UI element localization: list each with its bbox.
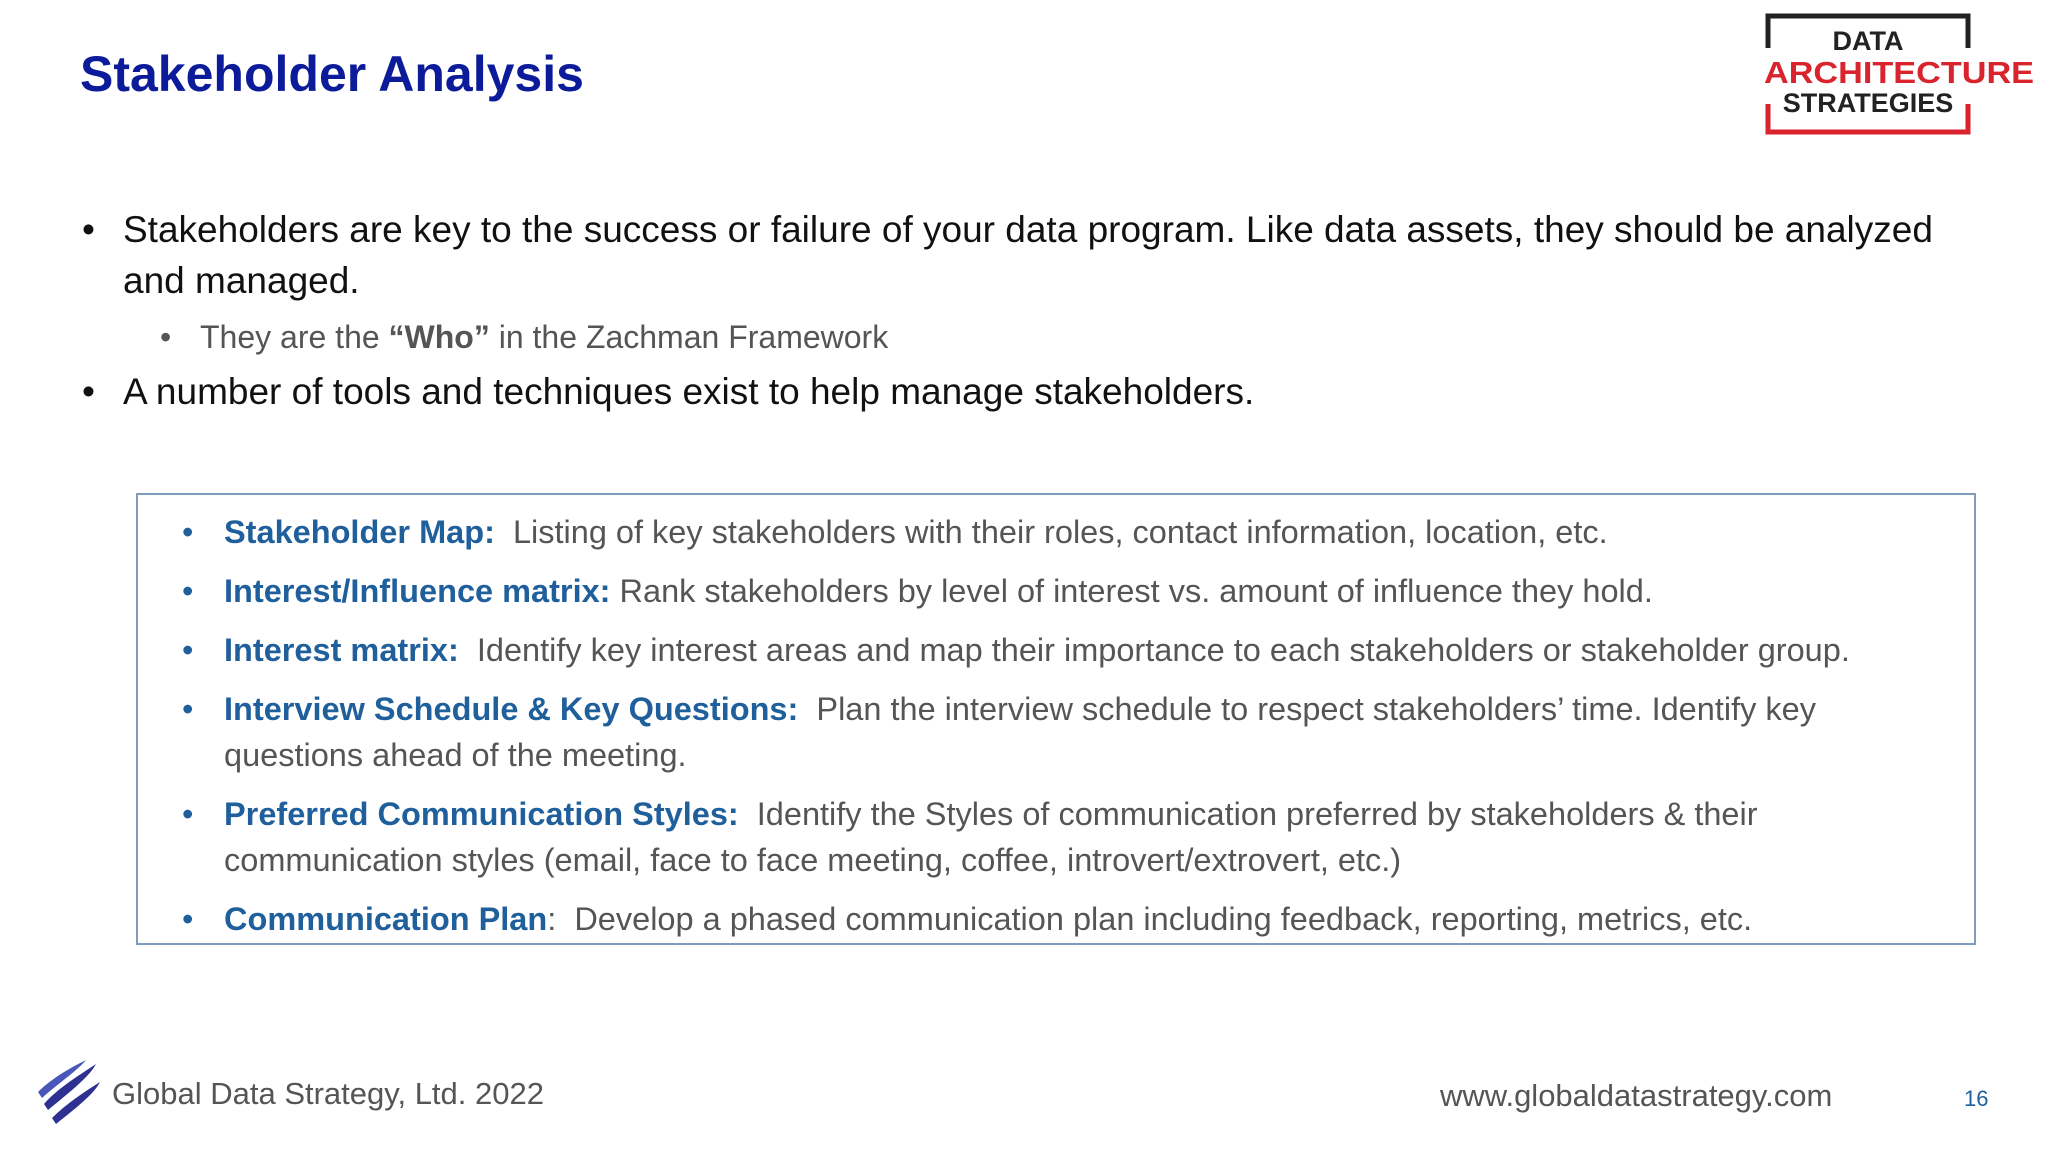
tool-item: [162, 896, 1950, 942]
bullet-icon: •: [82, 371, 95, 412]
footer-company: Global Data Strategy, Ltd. 2022: [112, 1076, 544, 1111]
sub-bullet-suffix: in the Zachman Framework: [489, 319, 889, 355]
tool-term: Communication Plan: [224, 901, 548, 937]
tool-item: [162, 686, 1950, 778]
tool-desc: Identify key interest areas and map their importance to each stakeholders or stakeholder group.: [458, 632, 1850, 668]
bullet-icon: •: [82, 209, 95, 250]
bullet-text: Stakeholders are key to the success or failure of your data program. Like data assets, they should be analyzed and managed.: [123, 209, 1933, 301]
bullet-icon: •: [182, 691, 194, 727]
page-number: 16: [1964, 1086, 1989, 1111]
bullet-item: [80, 204, 1960, 306]
bullet-icon: •: [182, 514, 194, 550]
tool-desc: Plan the interview schedule to respect stakeholders’ time. Identify key questions ahead of the meeting.: [224, 691, 1825, 773]
tools-box: [136, 493, 1976, 945]
bullet-icon: •: [182, 632, 194, 668]
logo-line3: STRATEGIES: [1782, 88, 1954, 118]
tool-item: [162, 791, 1950, 883]
bullet-icon: •: [182, 796, 194, 832]
footer-url-link[interactable]: www.globaldatastrategy.com: [1440, 1078, 1833, 1113]
main-bullet-list: [80, 204, 1960, 417]
tool-item: [162, 568, 1950, 614]
logo-line2: ARCHITECTURE: [1764, 55, 2034, 90]
tool-term: Interest/Influence matrix:: [224, 573, 611, 609]
bullet-icon: •: [160, 319, 172, 355]
sub-bullet-item: [80, 312, 1960, 362]
tool-term: Interest matrix:: [224, 632, 459, 668]
tool-term: Preferred Communication Styles:: [224, 796, 739, 832]
slide-title: Stakeholder Analysis: [80, 46, 584, 102]
global-data-strategy-logo-icon: [34, 1058, 102, 1126]
data-architecture-strategies-logo: [1762, 12, 2038, 136]
tool-item: [162, 627, 1950, 673]
tool-term: Stakeholder Map:: [224, 514, 495, 550]
tool-item: [162, 509, 1950, 555]
tool-term: Interview Schedule & Key Questions:: [224, 691, 799, 727]
bullet-icon: •: [182, 573, 194, 609]
bullet-text: A number of tools and techniques exist to help manage stakeholders.: [123, 371, 1255, 412]
tool-desc: : Develop a phased communication plan including feedback, reporting, metrics, etc.: [547, 901, 1753, 937]
tool-desc: Rank stakeholders by level of interest vs. amount of influence they hold.: [610, 573, 1653, 609]
tool-desc: Listing of key stakeholders with their roles, contact information, location, etc.: [494, 514, 1608, 550]
bullet-icon: •: [182, 901, 194, 937]
sub-bullet-emphasis: “Who”: [388, 319, 490, 355]
logo-line1: DATA: [1832, 26, 1904, 56]
tool-desc: Identify the Styles of communication preferred by stakeholders & their communication styles (email, face to face meeting, coffee, introvert/extrovert, etc.): [224, 796, 1767, 878]
sub-bullet-prefix: They are the: [200, 319, 389, 355]
bullet-item: [80, 366, 1960, 417]
